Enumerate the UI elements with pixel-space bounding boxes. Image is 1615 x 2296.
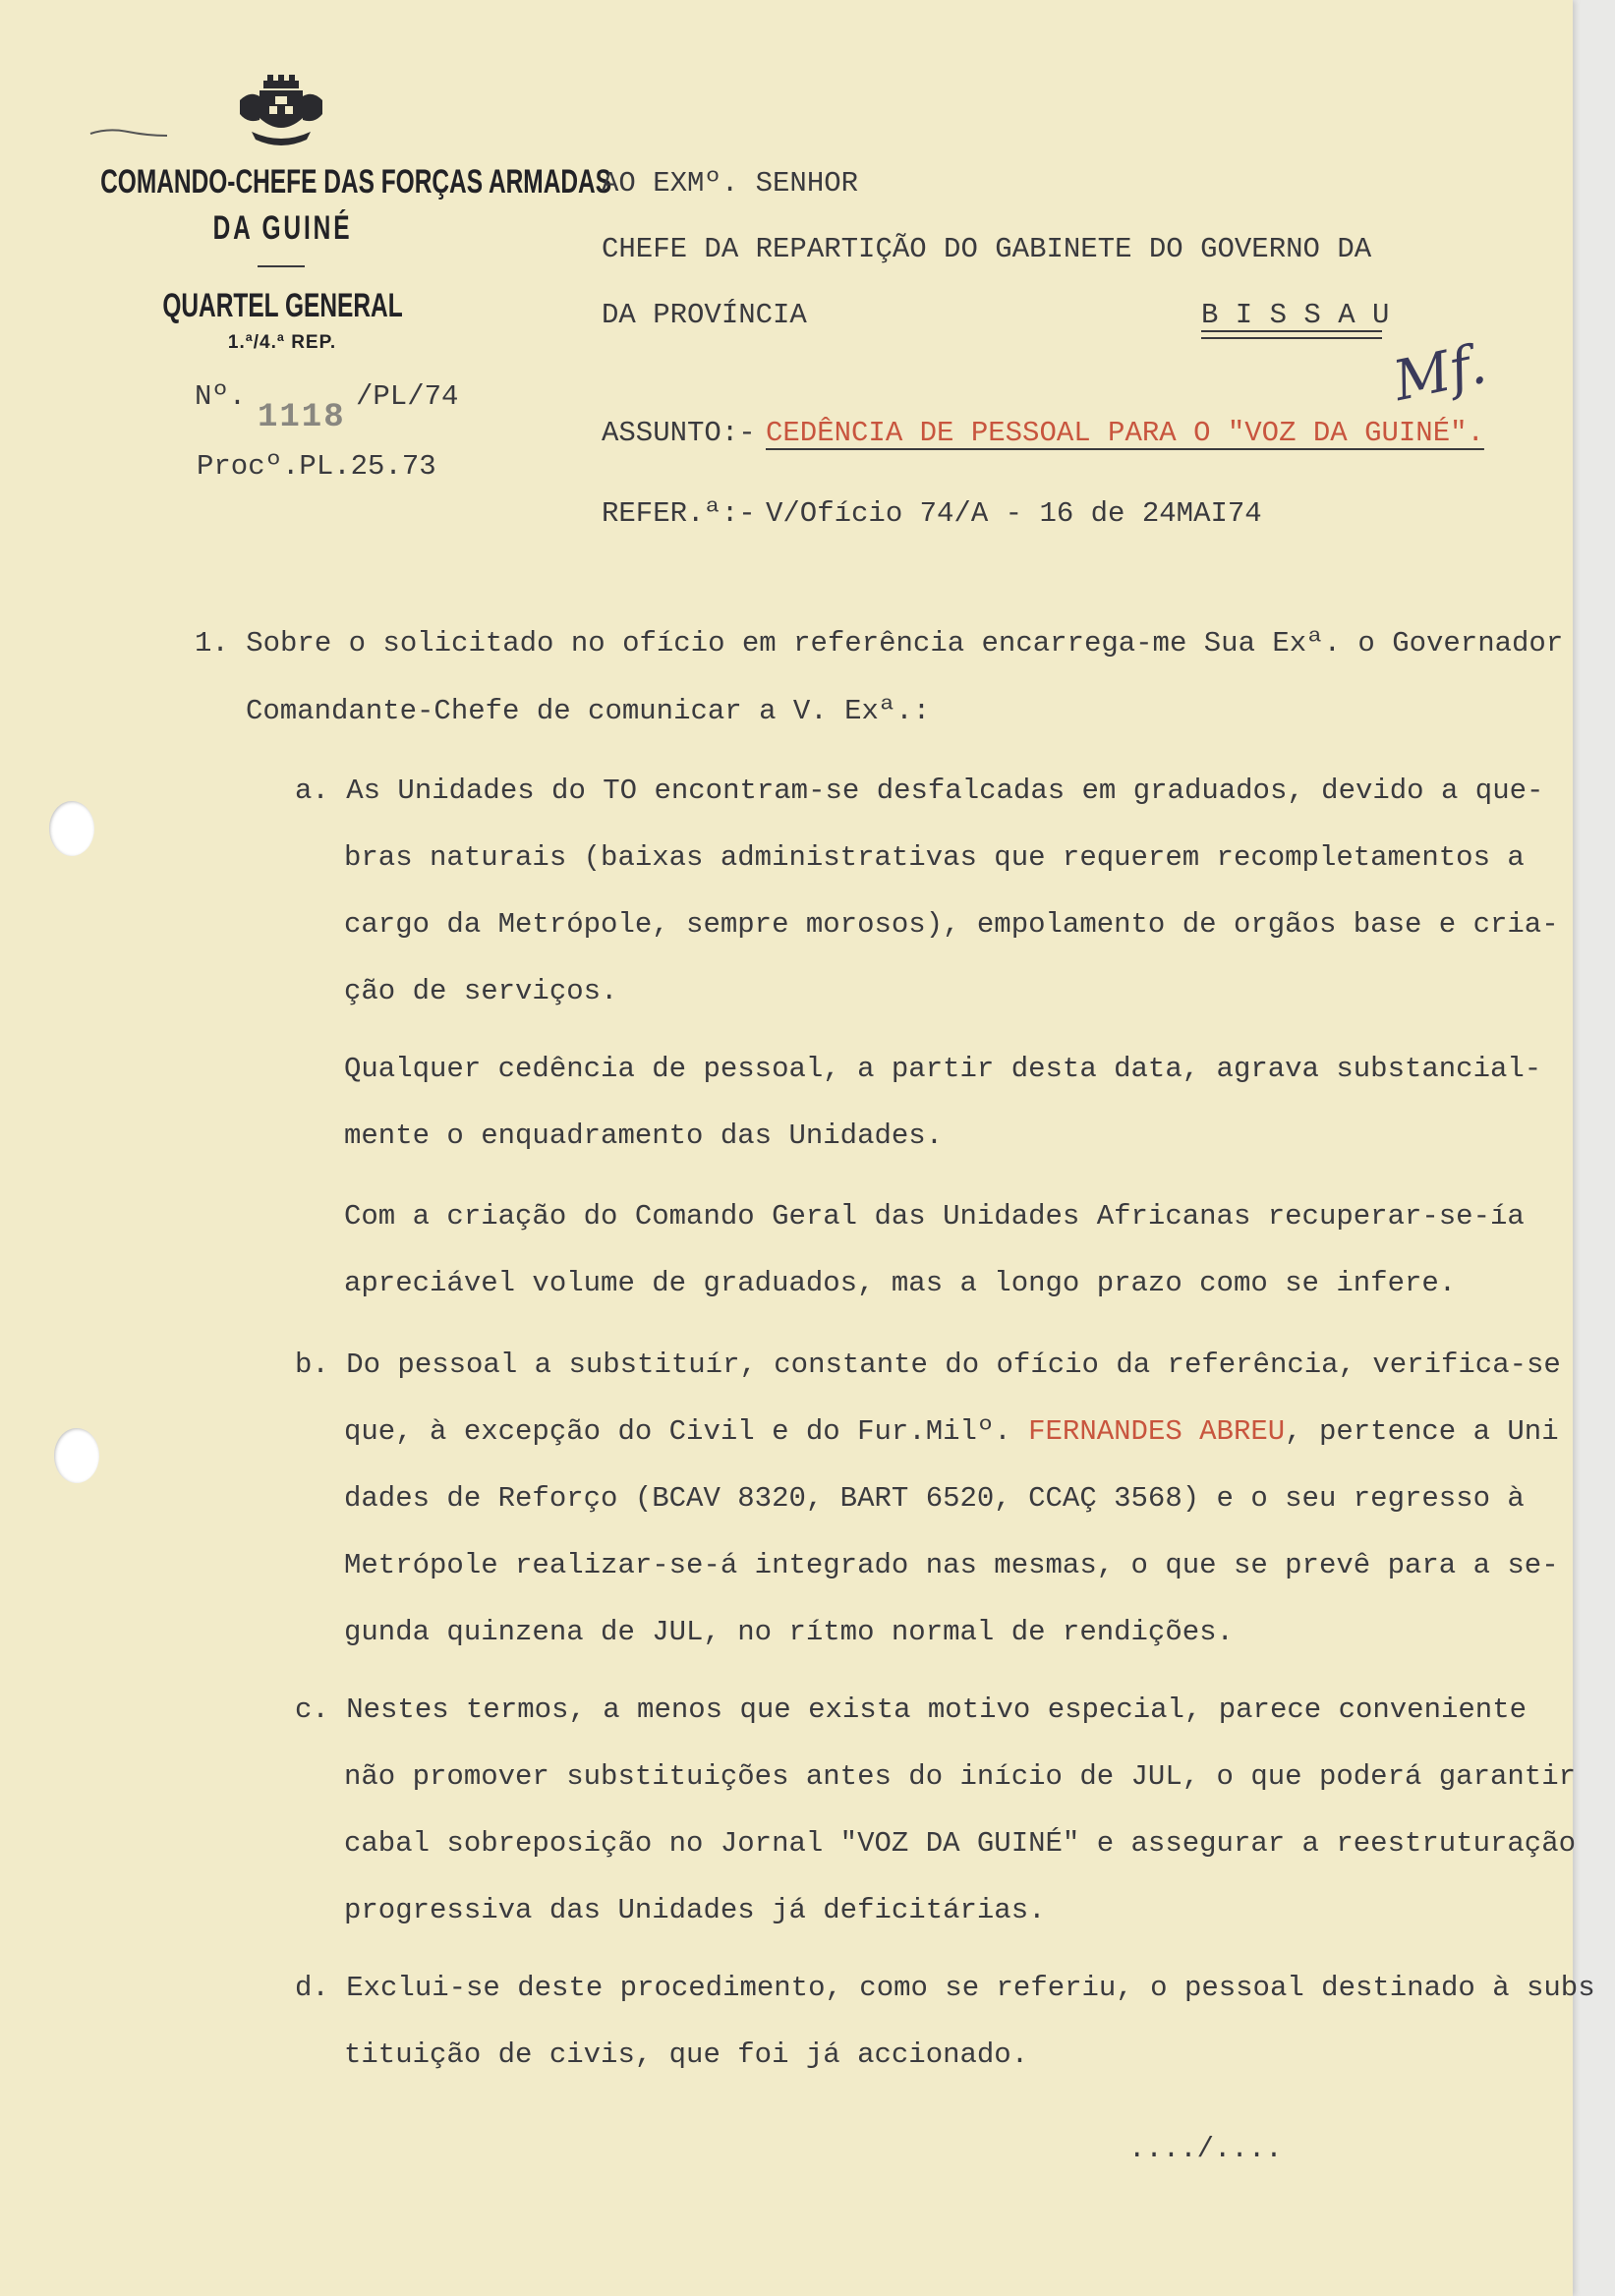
item-c: c. Nestes termos, a menos que exista motivo especial, parece conveniente	[295, 1693, 1528, 1726]
handwritten-initials: Mf.	[1388, 331, 1492, 415]
process-reference: Procº.PL.25.73	[197, 450, 436, 483]
item-c: cabal sobreposição no Jornal "VOZ DA GUINÉ" e assegurar a reestruturação	[344, 1827, 1577, 1860]
item-a-paragraph-2: mente o enquadramento das Unidades.	[344, 1119, 944, 1152]
item-a: ção de serviços.	[344, 975, 618, 1007]
org-line1: COMANDO-CHEFE DAS FORÇAS ARMADAS	[100, 163, 612, 201]
item-b: dades de Reforço (BCAV 8320, BART 6520, CCAÇ 3568) e o seu regresso à	[344, 1482, 1525, 1515]
item-a-paragraph-2: Qualquer cedência de pessoal, a partir desta data, agrava substancial-	[344, 1053, 1542, 1085]
item-b: b. Do pessoal a substituír, constante do ofício da referência, verifica-se	[295, 1349, 1561, 1381]
item-b: Metrópole realizar-se-á integrado nas mesmas, o que se prevê para a se-	[344, 1549, 1559, 1581]
department: 1.ª/4.ª REP.	[227, 332, 337, 353]
item-c: não promover substituições antes do início de JUL, o que poderá garantir	[344, 1760, 1577, 1793]
item-a: cargo da Metrópole, sempre morosos), empolamento de orgãos base e cria-	[344, 908, 1559, 941]
item-d: d. Exclui-se deste procedimento, como se referiu, o pessoal destinado à subs	[295, 1972, 1595, 2004]
org-line2: DA GUINÉ	[212, 209, 353, 247]
punch-hole	[49, 801, 94, 856]
handwritten-mark-icon	[88, 120, 177, 145]
item-b: que, à excepção do Civil e do Fur.Milº. FERNANDES ABREU, pertence a Uni	[344, 1415, 1559, 1448]
number-suffix: /PL/74	[356, 380, 459, 413]
item-a-paragraph-3: apreciável volume de graduados, mas a longo prazo como se infere.	[344, 1267, 1457, 1299]
coat-of-arms-icon	[234, 75, 328, 149]
addressee-line1: AO EXMº. SENHOR	[602, 167, 859, 200]
addressee-line3: DA PROVÍNCIA	[602, 299, 807, 331]
item-b: gunda quinzena de JUL, no rítmo normal de rendições.	[344, 1616, 1234, 1648]
city-underline	[1201, 330, 1382, 339]
item-c: progressiva das Unidades já deficitárias.	[344, 1894, 1046, 1926]
subject-label: ASSUNTO:-	[602, 417, 756, 449]
number-stamp: 1118	[258, 399, 346, 436]
hq-name: QUARTEL GENERAL	[162, 287, 403, 324]
item-a-paragraph-3: Com a criação do Comando Geral das Unidades Africanas recuperar-se-ía	[344, 1200, 1525, 1233]
officer-name: FERNANDES ABREU	[1028, 1415, 1286, 1448]
paragraph-1: 1. Sobre o solicitado no ofício em referência encarrega-me Sua Exª. o Governador	[195, 627, 1564, 660]
addressee-line2: CHEFE DA REPARTIÇÃO DO GABINETE DO GOVERNO DA	[602, 233, 1372, 265]
number-label: Nº.	[195, 380, 247, 413]
header-divider	[258, 265, 305, 267]
reference-text: V/Ofício 74/A - 16 de 24MAI74	[766, 497, 1262, 530]
item-a: a. As Unidades do TO encontram-se desfalcadas em graduados, devido a que-	[295, 775, 1544, 807]
item-d: tituição de civis, que foi já accionado.	[344, 2038, 1029, 2071]
addressee-city: B I S S A U	[1201, 299, 1390, 331]
subject-text: CEDÊNCIA DE PESSOAL PARA O "VOZ DA GUINÉ".	[766, 417, 1484, 449]
reference-label: REFER.ª:-	[602, 497, 756, 530]
item-a: bras naturais (baixas administrativas que requerem recompletamentos a	[344, 841, 1525, 874]
paragraph-1: Comandante-Chefe de comunicar a V. Exª.:	[246, 695, 931, 727]
punch-hole	[54, 1428, 99, 1483]
continuation-mark: ..../....	[1128, 2133, 1283, 2165]
